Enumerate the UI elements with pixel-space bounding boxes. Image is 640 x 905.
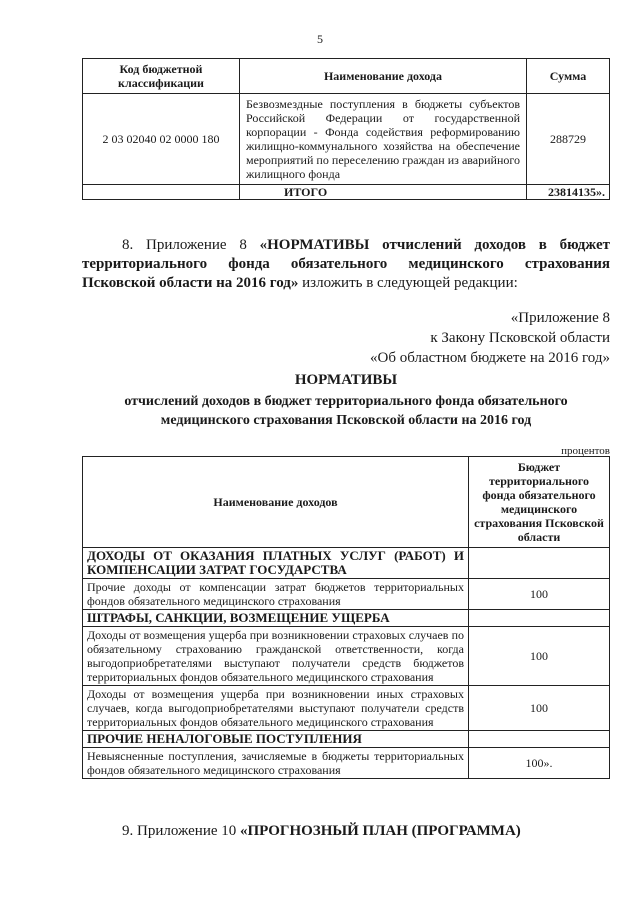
header-budget: Бюджет территориального фонда обязательного медицинского страхования Псковской области [469, 457, 610, 548]
header-code: Код бюджетной классификации [83, 59, 240, 94]
paragraph-9-bold: «ПРОГНОЗНЫЙ ПЛАН (ПРОГРАММА) [240, 823, 521, 839]
norm-value [469, 610, 610, 627]
page-number: 5 [317, 32, 323, 46]
income-name: Доходы от возмещения ущерба при возникновении страховых случаев по обязательному страхованию гражданской ответственности, когда выгодоприобретателями выступают получатели средств бюджетов территориальных фондов обязательного медицинского страхования [83, 627, 469, 686]
document-title: НОРМАТИВЫ [294, 372, 398, 388]
total-row [83, 185, 610, 200]
norms-table [82, 456, 610, 779]
table-row [83, 686, 610, 731]
total-value: 23814135». [527, 185, 610, 200]
row-sum: 288729 [527, 94, 610, 185]
table-row [83, 579, 610, 610]
table-row [83, 627, 610, 686]
total-label: ИТОГО [240, 185, 527, 200]
income-name: Прочие доходы от компенсации затрат бюджетов территориальных фондов обязательного медицинского страхования [83, 579, 469, 610]
header-sum: Сумма [527, 59, 610, 94]
paragraph-8-suffix: изложить в следующей редакции: [298, 275, 518, 291]
income-name: Доходы от возмещения ущерба при возникновении иных страховых случаев, когда выгодоприобретателями выступают получатели средств территориальных фондов обязательного медицинского страхования [83, 686, 469, 731]
section-row [83, 731, 610, 748]
header-name: Наименование дохода [240, 59, 527, 94]
income-name: Невыясненные поступления, зачисляемые в бюджеты территориальных фондов обязательного медицинского страхования [83, 748, 469, 779]
section-name: ПРОЧИЕ НЕНАЛОГОВЫЕ ПОСТУПЛЕНИЯ [83, 731, 469, 748]
appendix-reference [370, 308, 610, 368]
header-income-name: Наименование доходов [83, 457, 469, 548]
section-name: ДОХОДЫ ОТ ОКАЗАНИЯ ПЛАТНЫХ УСЛУГ (РАБОТ) И КОМПЕНСАЦИИ ЗАТРАТ ГОСУДАРСТВА [83, 548, 469, 579]
paragraph-8-prefix: 8. Приложение 8 [122, 237, 260, 253]
norm-value: 100 [469, 686, 610, 731]
unit-label: процентов [561, 445, 610, 457]
appendix-line-3: «Об областном бюджете на 2016 год» [370, 350, 610, 366]
norm-value [469, 731, 610, 748]
paragraph-9 [82, 822, 610, 841]
document-subtitle: отчислений доходов в бюджет территориального фонда обязательного медицинского страхования Псковской области на 2016 год [124, 394, 568, 428]
section-row [83, 548, 610, 579]
paragraph-9-prefix: 9. Приложение 10 [122, 823, 241, 839]
paragraph-8 [82, 236, 610, 293]
revenue-table [82, 58, 610, 200]
table-row [83, 94, 610, 185]
paragraph-8-bold: «НОРМАТИВЫ отчислений доходов в бюджет территориального фонда обязательного медицинского страхования Псковской области на 2016 год» [82, 237, 610, 291]
norm-value: 100». [469, 748, 610, 779]
row-code: 2 03 02040 02 0000 180 [83, 94, 240, 185]
norm-value: 100 [469, 579, 610, 610]
appendix-line-1: «Приложение 8 [510, 310, 610, 326]
section-row [83, 610, 610, 627]
norm-value [469, 548, 610, 579]
row-name: Безвозмездные поступления в бюджеты субъектов Российской Федерации от государственной корпорации - Фонда содействия реформированию жилищно-коммунального хозяйства на обеспечение мероприятий по переселению граждан из аварийного жилищного фонда [240, 94, 527, 185]
table-row [83, 748, 610, 779]
norm-value: 100 [469, 627, 610, 686]
appendix-line-2: к Закону Псковской области [430, 330, 610, 346]
section-name: ШТРАФЫ, САНКЦИИ, ВОЗМЕЩЕНИЕ УЩЕРБА [83, 610, 469, 627]
total-empty-cell [83, 185, 240, 200]
